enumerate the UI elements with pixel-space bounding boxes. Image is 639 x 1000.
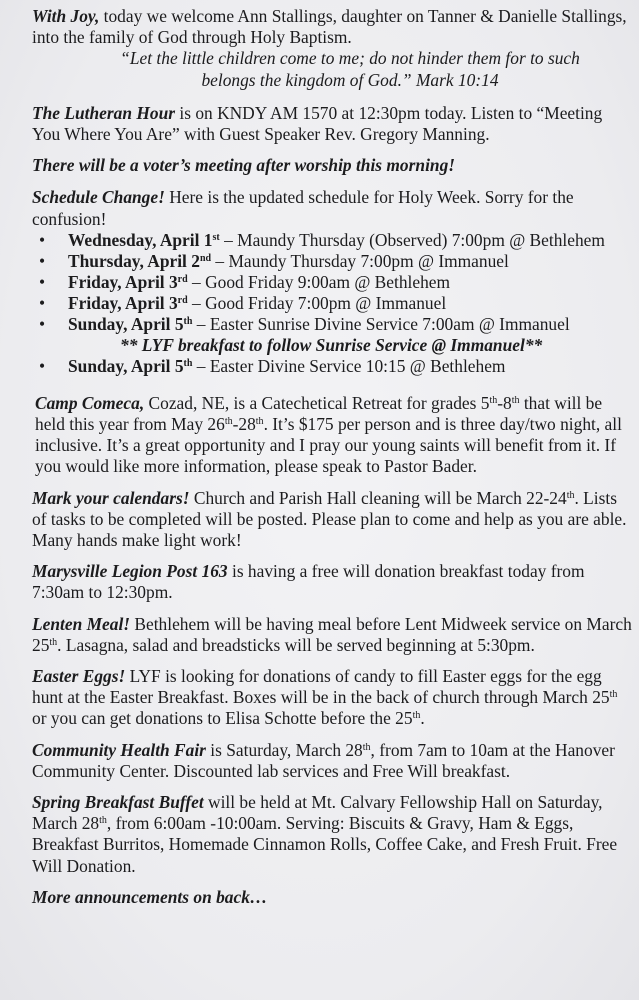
schedule-note: ** LYF breakfast to follow Sunrise Service @ Immanuel**: [120, 334, 543, 355]
bullet-icon: •: [39, 292, 46, 313]
schedule-day: Friday, April 3rd: [68, 271, 188, 292]
schedule-detail: – Easter Divine Service 10:15 @ Bethlehem: [192, 355, 506, 376]
health-fair-lead: Community Health Fair: [32, 739, 206, 760]
camp-announcement: Camp Comeca, Cozad, NE, is a Catechetical Retreat for grades 5th-8th that will be held this year from May 26th-28th. It’s $175 per person and is three day/two night, all inclusive. It’s a great opportunity and I pray our young saints will benefit from it. If you would like more information, please speak to Pastor Bader.: [35, 392, 622, 477]
bullet-icon: •: [39, 271, 46, 292]
schedule-item: [32, 251, 632, 272]
bullet-icon: •: [39, 355, 46, 376]
easter-eggs-lead: Easter Eggs!: [32, 666, 126, 687]
lenten-announcement: Lenten Meal! Bethlehem will be having meal before Lent Midweek service on March 25th. Lasagna, salad and breadsticks will be served beginning at 5:30pm.: [32, 613, 632, 655]
bullet-icon: •: [39, 229, 46, 250]
buffet-announcement: Spring Breakfast Buffet will be held at Mt. Calvary Fellowship Hall on Saturday, March 28th, from 6:00am -10:00am. Serving: Biscuits & Gravy, Ham & Eggs, Breakfast Burritos, Homemade Cinnamon Rolls, Coffee Cake, and Fresh Fruit. Free Will Donation.: [32, 792, 618, 876]
baptism-text: today we welcome Ann Stallings, daughter on Tanner & Danielle Stallings, into the family of God through Holy Baptism.: [32, 6, 627, 48]
schedule-announcement: [32, 187, 632, 229]
lenten-lead: Lenten Meal!: [32, 613, 131, 634]
voters-meeting-announcement: There will be a voter’s meeting after worship this morning!: [32, 155, 456, 176]
lutheran-hour-announcement: [32, 103, 632, 145]
scripture-quote: [32, 48, 632, 90]
schedule-item: [32, 230, 632, 251]
legion-text: is having a free will donation breakfast today from 7:30am to 12:30pm.: [32, 561, 585, 603]
lutheran-hour-lead: The Lutheran Hour: [32, 102, 176, 123]
baptism-lead: With Joy,: [32, 6, 100, 26]
legion-lead: Marysville Legion Post 163: [32, 561, 228, 582]
schedule-detail: – Maundy Thursday (Observed) 7:00pm @ Bethlehem: [219, 229, 605, 250]
schedule-item: [32, 314, 632, 335]
schedule-detail: – Easter Sunrise Divine Service 7:00am @ Immanuel: [192, 313, 570, 334]
lutheran-hour-text: is on KNDY AM 1570 at 12:30pm today. Listen to “Meeting You Where You Are” with Guest Speaker Rev. Gregory Manning.: [32, 102, 603, 145]
schedule-item: [32, 272, 632, 293]
schedule-detail: – Maundy Thursday 7:00pm @ Immanuel: [211, 250, 509, 271]
schedule-text: Here is the updated schedule for Holy Week. Sorry for the confusion!: [32, 187, 574, 229]
bullet-icon: •: [39, 250, 46, 271]
schedule-day: Sunday, April 5th: [68, 355, 193, 376]
calendars-announcement: Mark your calendars! Church and Parish Hall cleaning will be March 22-24th. Lists of tasks to be completed will be posted. Please plan to come and help as you are able. Many hands make light work!: [32, 487, 627, 551]
schedule-day: Thursday, April 2nd: [68, 250, 212, 271]
more-announcements-note: More announcements on back…: [32, 886, 268, 907]
buffet-lead: Spring Breakfast Buffet: [32, 792, 204, 813]
legion-announcement: [32, 561, 632, 603]
bullet-icon: •: [39, 313, 46, 334]
health-fair-announcement: Community Health Fair is Saturday, March 28th, from 7am to 10am at the Hanover Community Center. Discounted lab services and Free Will breakfast.: [32, 739, 615, 781]
baptism-announcement: [32, 6, 632, 48]
schedule-day: Sunday, April 5th: [68, 313, 193, 334]
schedule-detail: – Good Friday 9:00am @ Bethlehem: [187, 271, 451, 292]
camp-lead: Camp Comeca,: [35, 392, 145, 413]
holy-week-schedule: [32, 230, 632, 377]
schedule-item: [32, 293, 632, 314]
quote-line-1: “Let the little children come to me; do not hinder them for to such: [120, 48, 580, 69]
quote-line-2: belongs the kingdom of God.” Mark 10:14: [201, 69, 499, 90]
schedule-day: Friday, April 3rd: [68, 292, 188, 313]
schedule-day: Wednesday, April 1st: [68, 229, 220, 250]
schedule-item: [32, 356, 632, 377]
easter-eggs-announcement: Easter Eggs! LYF is looking for donations of candy to fill Easter eggs for the egg hunt at the Easter Breakfast. Boxes will be in the back of church through March 25th or you can get donations to Elisa Schotte before the 25th.: [32, 666, 618, 729]
calendars-lead: Mark your calendars!: [32, 487, 190, 508]
schedule-lead: Schedule Change!: [32, 187, 165, 208]
schedule-detail: – Good Friday 7:00pm @ Immanuel: [187, 292, 447, 313]
announcements: [32, 6, 632, 919]
